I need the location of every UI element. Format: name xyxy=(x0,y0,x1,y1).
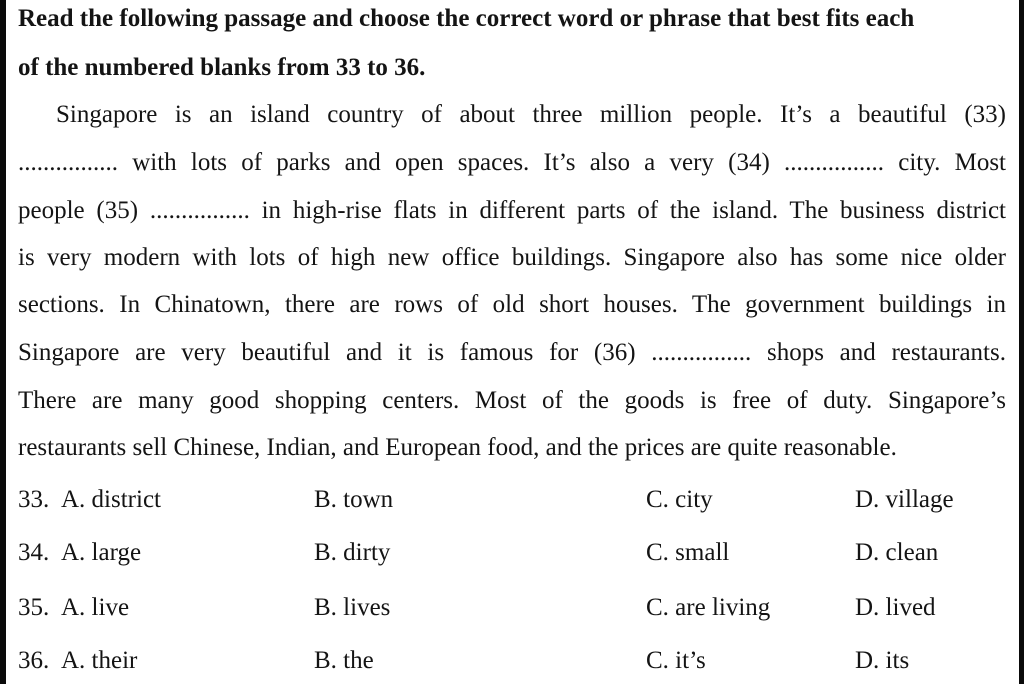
option-a[interactable]: A. live xyxy=(61,594,130,621)
worksheet xyxy=(18,0,1006,684)
question-number: 33. xyxy=(18,486,50,513)
option-b[interactable]: B. town xyxy=(314,486,394,513)
question-number: 34. xyxy=(18,539,50,566)
question-33 xyxy=(18,485,1006,515)
option-d[interactable]: D. village xyxy=(855,486,954,513)
instruction-line-2: of the numbered blanks from 33 to 36. xyxy=(18,54,426,81)
option-b[interactable]: B. dirty xyxy=(314,539,391,566)
option-a[interactable]: A. large xyxy=(61,539,142,566)
option-d[interactable]: D. clean xyxy=(855,539,939,566)
passage-line: people (35) ................ in high-rise flats in different parts of the island. The business district xyxy=(18,197,1006,224)
right-border xyxy=(1019,0,1024,684)
passage-line: Singapore are very beautiful and it is famous for (36) ................ shops and restaurants. xyxy=(18,339,1006,366)
passage-line: is very modern with lots of high new office buildings. Singapore also has some nice older xyxy=(18,244,1006,271)
passage-line: sections. In Chinatown, there are rows of old short houses. The government buildings in xyxy=(18,291,1006,318)
question-number: 36. xyxy=(18,647,50,674)
question-35 xyxy=(18,593,1006,623)
option-b[interactable]: B. the xyxy=(314,647,374,674)
option-c[interactable]: C. are living xyxy=(646,594,771,621)
passage-line: restaurants sell Chinese, Indian, and European food, and the prices are quite reasonable. xyxy=(18,434,897,461)
option-c[interactable]: C. small xyxy=(646,539,730,566)
option-d[interactable]: D. its xyxy=(855,647,910,674)
option-a[interactable]: A. their xyxy=(61,647,138,674)
option-c[interactable]: C. city xyxy=(646,486,713,513)
option-a[interactable]: A. district xyxy=(61,486,161,513)
question-34 xyxy=(18,538,1006,568)
option-c[interactable]: C. it’s xyxy=(646,647,706,674)
passage-line: ................ with lots of parks and open spaces. It’s also a very (34) ................ city. Most xyxy=(18,149,1006,176)
option-d[interactable]: D. lived xyxy=(855,594,936,621)
question-36 xyxy=(18,646,1006,676)
question-number: 35. xyxy=(18,594,50,621)
option-b[interactable]: B. lives xyxy=(314,594,391,621)
instruction-line-1: Read the following passage and choose the correct word or phrase that best fits each xyxy=(18,5,915,32)
passage-line: Singapore is an island country of about three million people. It’s a beautiful (33) xyxy=(56,101,1006,128)
passage-line: There are many good shopping centers. Most of the goods is free of duty. Singapore’s xyxy=(18,387,1006,414)
left-border xyxy=(0,0,6,684)
